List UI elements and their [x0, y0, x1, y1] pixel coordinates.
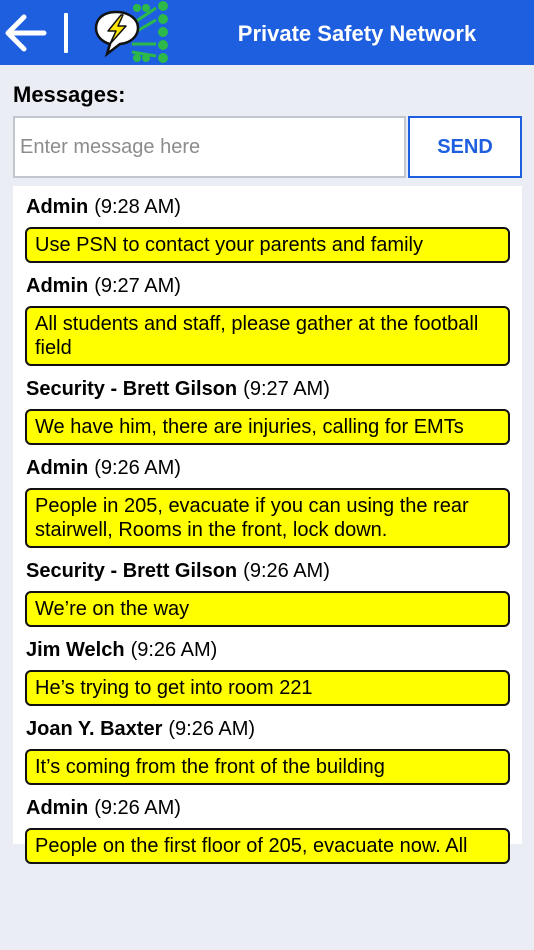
message-sender: Security - Brett Gilson [26, 378, 238, 400]
message-bubble: We have him, there are injuries, calling for EMTs [25, 409, 510, 445]
message-header [26, 559, 330, 583]
message-bubble: People on the first floor of 205, evacuate now. All [25, 828, 510, 864]
message-time: (9:26 AM) [130, 639, 218, 661]
message-header [26, 195, 181, 219]
app-header [0, 0, 534, 65]
message-time: (9:27 AM) [243, 378, 330, 400]
message-sender: Admin [26, 275, 89, 297]
message-bubble: He’s trying to get into room 221 [25, 670, 510, 706]
message-sender: Admin [26, 797, 89, 819]
message-header [26, 377, 330, 401]
message-header [26, 456, 181, 480]
message-time: (9:26 AM) [168, 718, 256, 740]
message-time: (9:26 AM) [243, 560, 330, 582]
message-header [26, 717, 255, 741]
message-time: (9:27 AM) [94, 275, 181, 297]
message-header [26, 796, 181, 820]
message-bubble: Use PSN to contact your parents and family [25, 227, 510, 263]
message-sender: Admin [26, 196, 89, 218]
message-bubble: It’s coming from the front of the building [25, 749, 510, 785]
message-time: (9:28 AM) [94, 196, 181, 218]
back-arrow-icon[interactable] [0, 7, 52, 59]
message-sender: Admin [26, 457, 89, 479]
message-sender: Jim Welch [26, 639, 125, 661]
lightning-network-logo-icon [94, 0, 176, 65]
messages-label: Messages: [13, 82, 126, 107]
message-bubble: We’re on the way [25, 591, 510, 627]
header-divider [64, 13, 68, 53]
message-input[interactable] [13, 116, 406, 178]
app-title: Private Safety Network [237, 21, 477, 46]
message-bubble: People in 205, evacuate if you can using the rear stairwell, Rooms in the front, lock down. [25, 488, 510, 548]
message-header [26, 274, 181, 298]
message-time: (9:26 AM) [94, 457, 181, 479]
message-time: (9:26 AM) [94, 797, 181, 819]
message-bubble: All students and staff, please gather at the football field [25, 306, 510, 366]
message-header [26, 638, 217, 662]
send-button[interactable]: SEND [408, 116, 522, 178]
message-feed[interactable] [13, 186, 522, 857]
message-sender: Security - Brett Gilson [26, 560, 238, 582]
message-sender: Joan Y. Baxter [26, 718, 163, 740]
